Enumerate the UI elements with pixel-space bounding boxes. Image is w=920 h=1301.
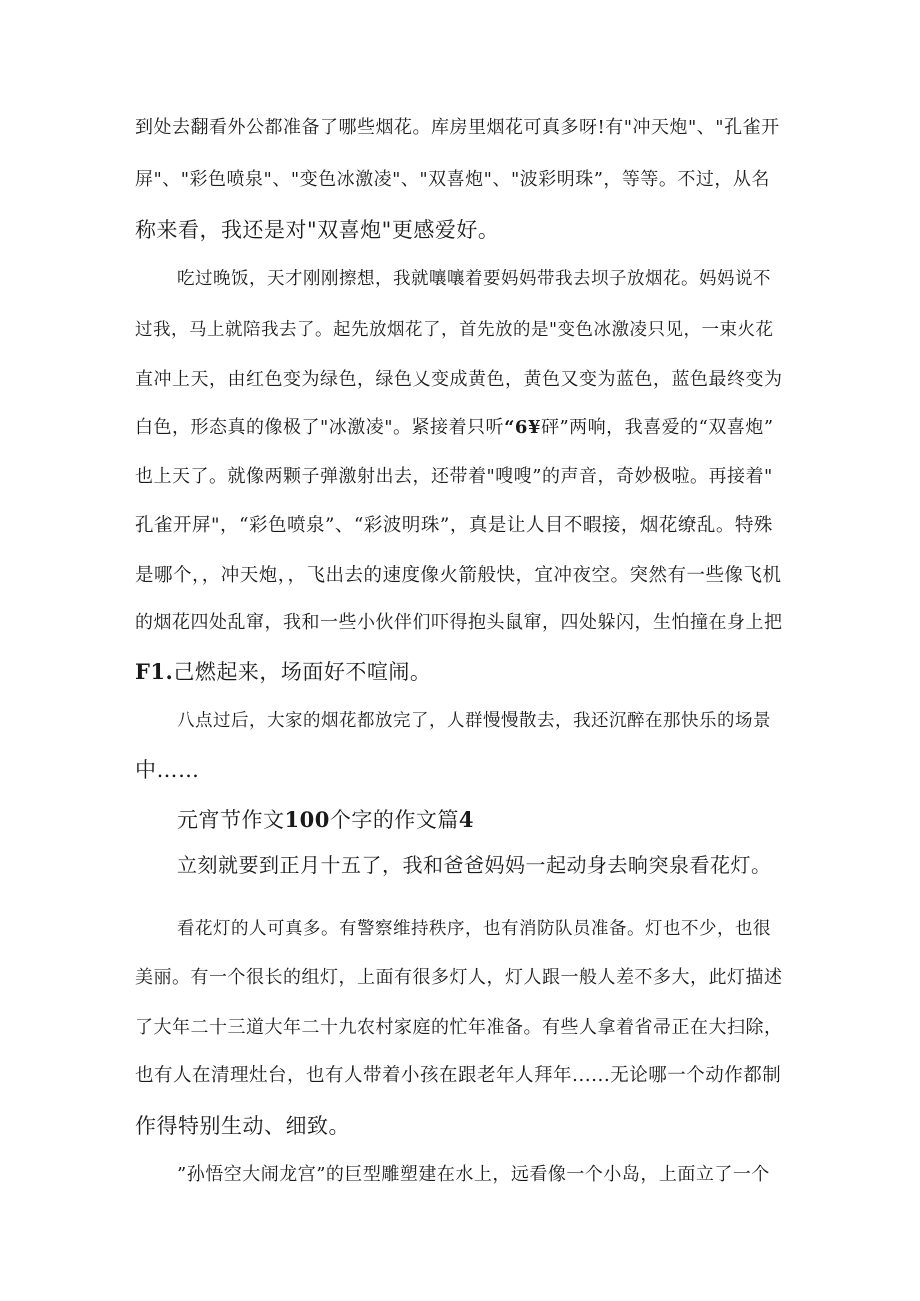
heading-middle: 个字的作文篇 <box>329 808 459 832</box>
paragraph-5-line-4: 也有人在清理灶台，也有人带着小孩在跟老年人拜年......无论哪一个动作都制 <box>135 1065 782 1086</box>
paragraph-5-line-3: 了大年二十三道大年二十九农村家庭的忙年准备。有些人拿着省帚正在大扫除， <box>135 1017 783 1038</box>
heading-prefix: 元宵节作文 <box>177 808 285 832</box>
paragraph-2-bold-f1: F1. <box>135 659 174 684</box>
heading-number: 100 <box>284 807 330 832</box>
paragraph-5-line-1: 看花灯的人可真多。有警察维持秩序，也有消防队员准备。灯也不少，也很 <box>177 919 771 939</box>
paragraph-2-line-6: 孔雀开屏"，“彩色喷泉”、“彩波明珠”，真是让人目不暇接，烟花缭乱。特殊 <box>135 515 773 536</box>
heading-suffix: 4 <box>458 807 474 832</box>
paragraph-2-line-1: 吃过晚饭，天才刚刚擦想，我就嚷嚷着要妈妈带我去坝子放烟花。妈妈说不 <box>177 269 771 289</box>
paragraph-1-line-3: 称来看，我还是对"双喜炮"更感爱好。 <box>135 218 500 242</box>
paragraph-3-line-2: 中…… <box>135 758 200 782</box>
paragraph-6-line-1: ”孙悟空大闹龙宫”的巨型雕塑建在水上，远看像一个小岛，上面立了一个 <box>177 1164 770 1185</box>
paragraph-2-bold-fragment: “6¥ <box>504 417 541 438</box>
paragraph-2-line-4-tail: 砰”两响，我喜爱的“双喜炮” <box>540 417 774 438</box>
paragraph-2-line-7: 是哪个，，冲天炮，，飞出去的速度像火箭般快，宜冲夜空。突然有一些像飞机 <box>135 565 782 586</box>
paragraph-2-line-5: 也上天了。就像两颗子弹激射出去，还带着"嗖嗖”的声音，奇妙极啦。再接着" <box>135 466 773 487</box>
paragraph-3-line-1: 八点过后，大家的烟花都放完了，人群慢慢散去，我还沉醉在那快乐的场景 <box>177 711 771 731</box>
paragraph-1-line-1: 到处去翻看外公都准备了哪些烟花。库房里烟花可真多呀!有"冲天炮"、"孔雀开 <box>135 117 780 138</box>
paragraph-4-line-1: 立刻就要到正月十五了，我和爸爸妈妈一起动身去晌突泉看花灯。 <box>177 853 772 877</box>
paragraph-2-line-3: 直冲上天，由红色变为绿色，绿色乂变成黄色，黄色又变为蓝色，蓝色最终变为 <box>135 369 783 390</box>
paragraph-5-line-2: 美丽。有一个很长的组灯，上面有很多灯人，灯人跟一般人差不多大，此灯描述 <box>135 967 783 988</box>
paragraph-2-line-2: 过我，马上就陪我去了。起先放烟花了，首先放的是"变色冰激凌只见，一束火花 <box>135 320 774 340</box>
paragraph-2-line-9 <box>135 657 431 687</box>
paragraph-1-line-2: 屏"、"彩色喷泉"、"变色冰激凌"、"双喜炮"、"波彩明珠”，等等。不过，从名 <box>135 169 770 190</box>
paragraph-2-line-4-text: 白色，形态真的像极了"冰激凌"。紧接着只听 <box>135 417 505 438</box>
paragraph-2-line-9-tail: 己燃起来，场面好不喧闹。 <box>173 660 432 684</box>
paragraph-2-line-8: 的烟花四处乱窜，我和一些小伙伴们吓得抱头鼠窜，四处躲闪，生怕撞在身上把 <box>135 612 783 633</box>
paragraph-5-line-5: 作得特别生动、细致。 <box>135 1114 350 1138</box>
section-heading <box>177 805 474 835</box>
paragraph-2-line-4 <box>135 413 774 443</box>
